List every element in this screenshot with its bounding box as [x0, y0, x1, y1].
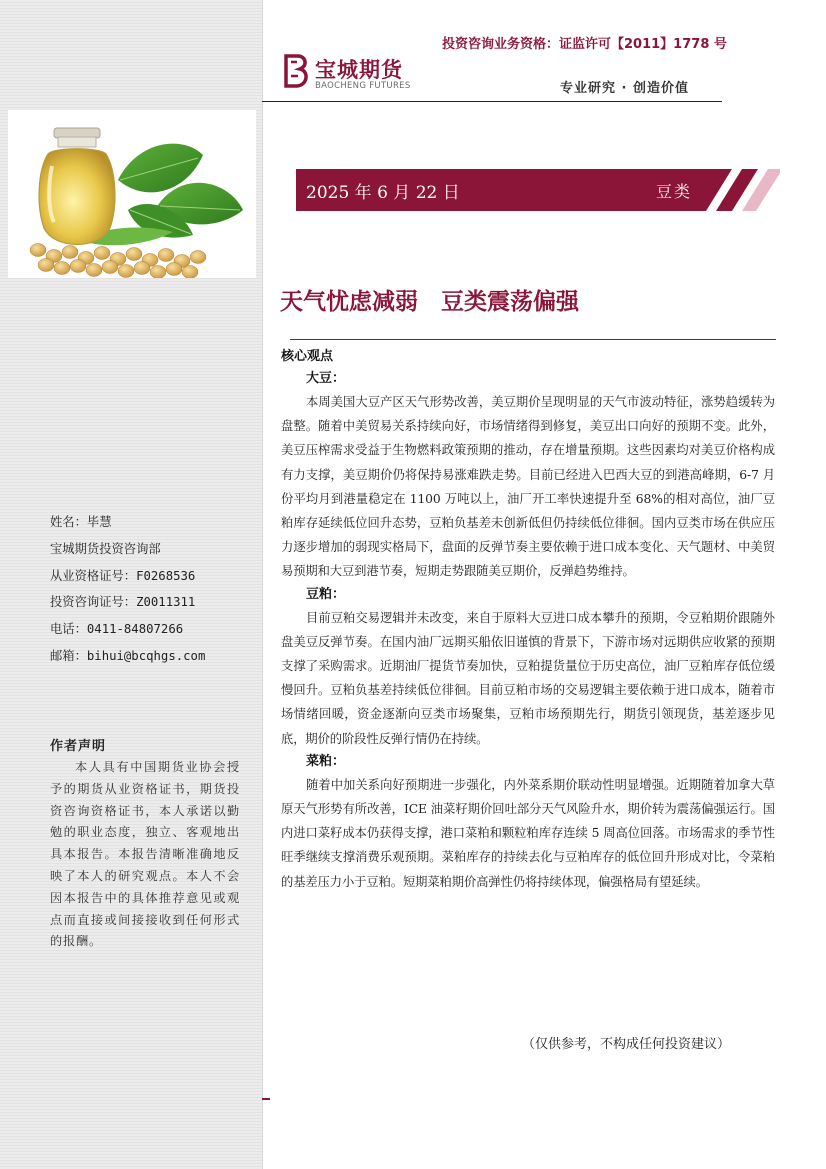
- section-heading-rapeseed-meal: 菜粕：: [306, 753, 346, 769]
- date-banner: [296, 169, 780, 211]
- section-heading-soymeal: 豆粕：: [306, 586, 346, 602]
- analyst-info: [50, 509, 240, 670]
- header-rule: [262, 101, 722, 102]
- analyst-email: 邮箱：bihui@bcqhgs.com: [50, 648, 206, 663]
- slogan: 专业研究 · 创造价值: [560, 81, 689, 96]
- logo-chinese: 宝城期货: [315, 58, 403, 82]
- company-logo: [282, 52, 432, 96]
- consulting-license: 投资咨询证号：Z0011311: [50, 595, 196, 610]
- author-statement-heading: 作者声明: [50, 739, 107, 754]
- analyst-department: 宝城期货投资咨询部: [50, 541, 161, 556]
- footer-mark: [262, 1098, 270, 1100]
- disclaimer: （仅供参考，不构成任何投资建议）: [522, 1037, 731, 1052]
- core-views-heading: 核心观点: [281, 349, 334, 364]
- main-content: [281, 346, 775, 894]
- report-date: 2025 年 6 月 22 日: [306, 183, 460, 203]
- section-text-rapeseed-meal: 随着中加关系向好预期进一步强化，内外菜系期价联动性明显增强。近期随着加拿大草原天气形势有所改善，ICE 油菜籽期价回吐部分天气风险升水，期价转为震荡偏强运行。国内进口菜籽成本仍获得支撑，港口菜粕和颗粒粕库存连续 5 周高位回落。市场需求的季节性旺季继续支撑消费乐观预期。菜粕库存的持续去化与豆粕库存的低位回升形成对比，令菜粕的基差压力小于豆粕。短期菜粕期价高弹性仍将持续体现，偏强格局有望延续。: [281, 777, 775, 889]
- logo-english: BAOCHENG FUTURES: [315, 81, 411, 91]
- author-statement-text: 本人具有中国期货业协会授予的期货从业资格证书，期货投资咨询资格证书，本人承诺以勤勉的职业态度，独立、客观地出具本报告。本报告清晰准确地反映了本人的研究观点。本人不会因本报告中的具体推荐意见或观点而直接或间接接收到任何形式的报酬。: [50, 760, 240, 949]
- analyst-phone: 电话：0411-84807266: [50, 622, 184, 637]
- title-rule: [290, 339, 776, 340]
- logo-mark-icon: [282, 54, 310, 88]
- sidebar-divider: [262, 0, 263, 1169]
- license-text: 投资咨询业务资格：证监许可【2011】1778 号: [442, 37, 727, 52]
- section-heading-soybean: 大豆：: [306, 371, 346, 386]
- report-title: 天气忧虑减弱 豆类震荡偏强: [280, 289, 579, 315]
- practice-license: 从业资格证号：F0268536: [50, 568, 196, 583]
- hero-image: [8, 110, 256, 278]
- report-category: 豆类: [656, 182, 693, 201]
- section-text-soymeal: 目前豆粕交易逻辑并未改变，来自于原料大豆进口成本攀升的预期，令豆粕期价跟随外盘美豆反弹节奏。在国内油厂远期买船依旧谨慎的背景下，下游市场对远期供应收紧的预期支撑了采购需求。近期油厂提货节奏加快，豆粕提货量位于历史高位，油厂豆粕库存低位缓慢回升。豆粕负基差持续低位徘徊。目前豆粕市场的交易逻辑主要依赖于进口成本，随着市场情绪回暖，资金逐渐向豆类市场聚集，豆粕市场预期先行，期货引领现货，基差逐步见底，期价的阶段性反弹行情仍在持续。: [281, 610, 775, 746]
- analyst-name: 姓名：毕慧: [50, 515, 112, 529]
- soybean-oil-illustration: [8, 110, 256, 278]
- section-text-soybean: 本周美国大豆产区天气形势改善，美豆期价呈现明显的天气市波动特征，涨势趋缓转为盘整。随着中美贸易关系持续向好，市场情绪得到修复，美豆出口向好的预期不变。此外，美豆压榨需求受益于生物燃料政策预期的推动，存在增量预期。这些因素均对美豆价格构成有力支撑，美豆期价仍将保持易涨难跌走势。目前已经进入巴西大豆的到港高峰期，6-7 月份平均月到港量稳定在 1100 万吨以上，油厂开工率快速提升至 68%的相对高位，油厂豆粕库存延续低位回升态势，豆粕负基差未创新低但仍持续低位徘徊。国内豆类市场在供应压力逐步增加的弱现实格局下，盘面的反弹节奏主要依赖于进口成本变化、天气题材、中美贸易预期和大豆到港节奏，短期走势跟随美豆期价，反弹趋势维持。: [281, 395, 775, 579]
